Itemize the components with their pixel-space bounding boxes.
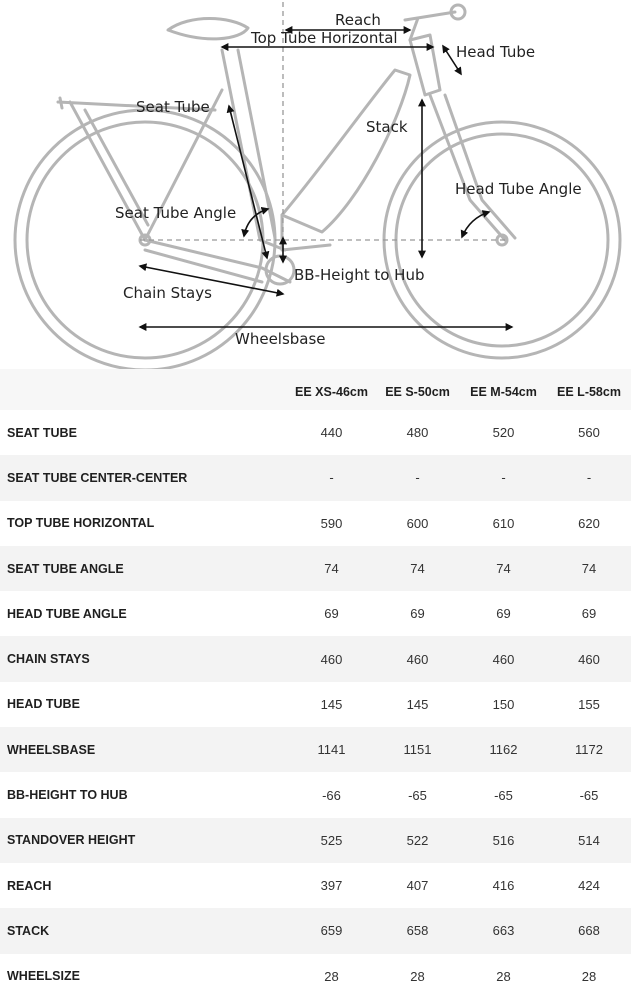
table-cell: 397: [320, 878, 343, 894]
table-cell: 659: [320, 923, 343, 939]
table-cell: 460: [406, 651, 429, 667]
head-tube: [410, 35, 440, 95]
table-cell: 525: [320, 832, 343, 848]
table-cell: 522: [406, 832, 429, 848]
row-label: CHAIN STAYS: [7, 652, 90, 667]
table-cell: 1172: [575, 742, 603, 758]
table-cell: 155: [578, 696, 600, 712]
table-cell: -66: [322, 787, 341, 803]
table-cell: 460: [578, 651, 600, 667]
table-cell: 74: [410, 561, 425, 577]
row-label: WHEELSIZE: [7, 969, 80, 984]
table-cell: 28: [496, 968, 511, 984]
table-cell: 1151: [403, 742, 432, 758]
table-cell: -: [586, 470, 592, 486]
table-cell: -: [329, 470, 334, 486]
label-bb-height-to-hub: BB-Height to Hub: [294, 266, 425, 284]
label-head-tube: Head Tube: [456, 43, 536, 61]
table-row: [0, 501, 631, 546]
table-cell: -: [501, 470, 506, 486]
table-cell: 74: [496, 561, 511, 577]
table-cell: 28: [324, 968, 339, 984]
label-stack: Stack: [366, 118, 408, 136]
table-cell: 145: [320, 696, 343, 712]
table-row: [0, 772, 631, 817]
table-cell: 74: [581, 561, 597, 577]
row-label: HEAD TUBE: [7, 697, 80, 712]
table-cell: 560: [578, 425, 600, 441]
table-cell: 1162: [489, 742, 518, 758]
table-cell: 1141: [317, 742, 346, 758]
table-cell: 28: [410, 968, 425, 984]
table-cell: 440: [320, 425, 343, 441]
table-row: [0, 954, 631, 999]
table-cell: 69: [324, 606, 339, 622]
column-header: [0, 369, 288, 410]
fork: [430, 95, 505, 240]
table-row: [0, 410, 631, 455]
table-row: [0, 455, 631, 500]
column-header-xs: EE XS-46cm: [295, 384, 368, 399]
row-label: BB-HEIGHT TO HUB: [7, 788, 128, 803]
bike-geometry-diagram: [0, 0, 631, 370]
table-row: [0, 591, 631, 636]
table-row: [0, 546, 631, 591]
table-cell: -65: [408, 787, 427, 803]
row-label: WHEELSBASE: [7, 742, 96, 757]
table-cell: 150: [492, 696, 515, 712]
table-row: [0, 682, 631, 727]
row-label: HEAD TUBE ANGLE: [7, 606, 127, 621]
table-cell: 407: [406, 878, 429, 894]
table-cell: 69: [496, 606, 511, 622]
table-cell: -65: [579, 787, 599, 803]
table-cell: -: [415, 470, 420, 486]
down-tube: [282, 70, 410, 232]
label-reach: Reach: [335, 11, 381, 29]
saddle: [168, 19, 248, 39]
label-seat-tube: Seat Tube: [136, 98, 210, 116]
label-seat-tube-angle: Seat Tube Angle: [115, 204, 237, 222]
column-header-m: EE M-54cm: [470, 384, 537, 399]
label-wheelsbase: Wheelsbase: [235, 330, 326, 348]
table-cell: 460: [320, 651, 343, 667]
table-row: [0, 818, 631, 863]
row-label: SEAT TUBE: [7, 425, 77, 440]
table-cell: 145: [406, 696, 429, 712]
table-row: [0, 908, 631, 953]
row-label: STACK: [7, 923, 50, 938]
label-chain-stays: Chain Stays: [123, 284, 212, 302]
table-cell: 620: [578, 515, 600, 531]
row-label: TOP TUBE HORIZONTAL: [7, 516, 155, 531]
table-cell: -65: [494, 787, 513, 803]
table-cell: 520: [492, 425, 515, 441]
table-cell: 416: [492, 878, 515, 894]
table-cell: 658: [406, 923, 429, 939]
row-label: STANDOVER HEIGHT: [7, 833, 136, 848]
table-row: [0, 727, 631, 772]
table-cell: 516: [492, 832, 515, 848]
table-cell: 424: [578, 878, 600, 894]
table-cell: 590: [320, 515, 343, 531]
table-cell: 610: [492, 515, 515, 531]
table-cell: 69: [581, 606, 597, 622]
table-header-row: [0, 369, 631, 410]
row-label: SEAT TUBE ANGLE: [7, 561, 124, 576]
column-header-l: EE L-58cm: [557, 384, 621, 399]
table-cell: 74: [324, 561, 339, 577]
table-row: [0, 863, 631, 908]
table-cell: 514: [578, 832, 600, 848]
table-cell: 480: [406, 425, 429, 441]
table-cell: 663: [492, 923, 515, 939]
geometry-table: [0, 369, 631, 999]
table-cell: 460: [492, 651, 515, 667]
table-cell: 600: [406, 515, 429, 531]
table-row: [0, 636, 631, 681]
table-cell: 668: [578, 923, 600, 939]
table-cell: 28: [581, 968, 597, 984]
column-header-s: EE S-50cm: [385, 384, 450, 399]
row-label: SEAT TUBE CENTER-CENTER: [7, 470, 188, 485]
table-cell: 69: [410, 606, 425, 622]
label-head-tube-angle: Head Tube Angle: [455, 180, 582, 198]
label-top-tube-horizontal: Top Tube Horizontal: [251, 29, 398, 47]
row-label: REACH: [7, 878, 52, 893]
